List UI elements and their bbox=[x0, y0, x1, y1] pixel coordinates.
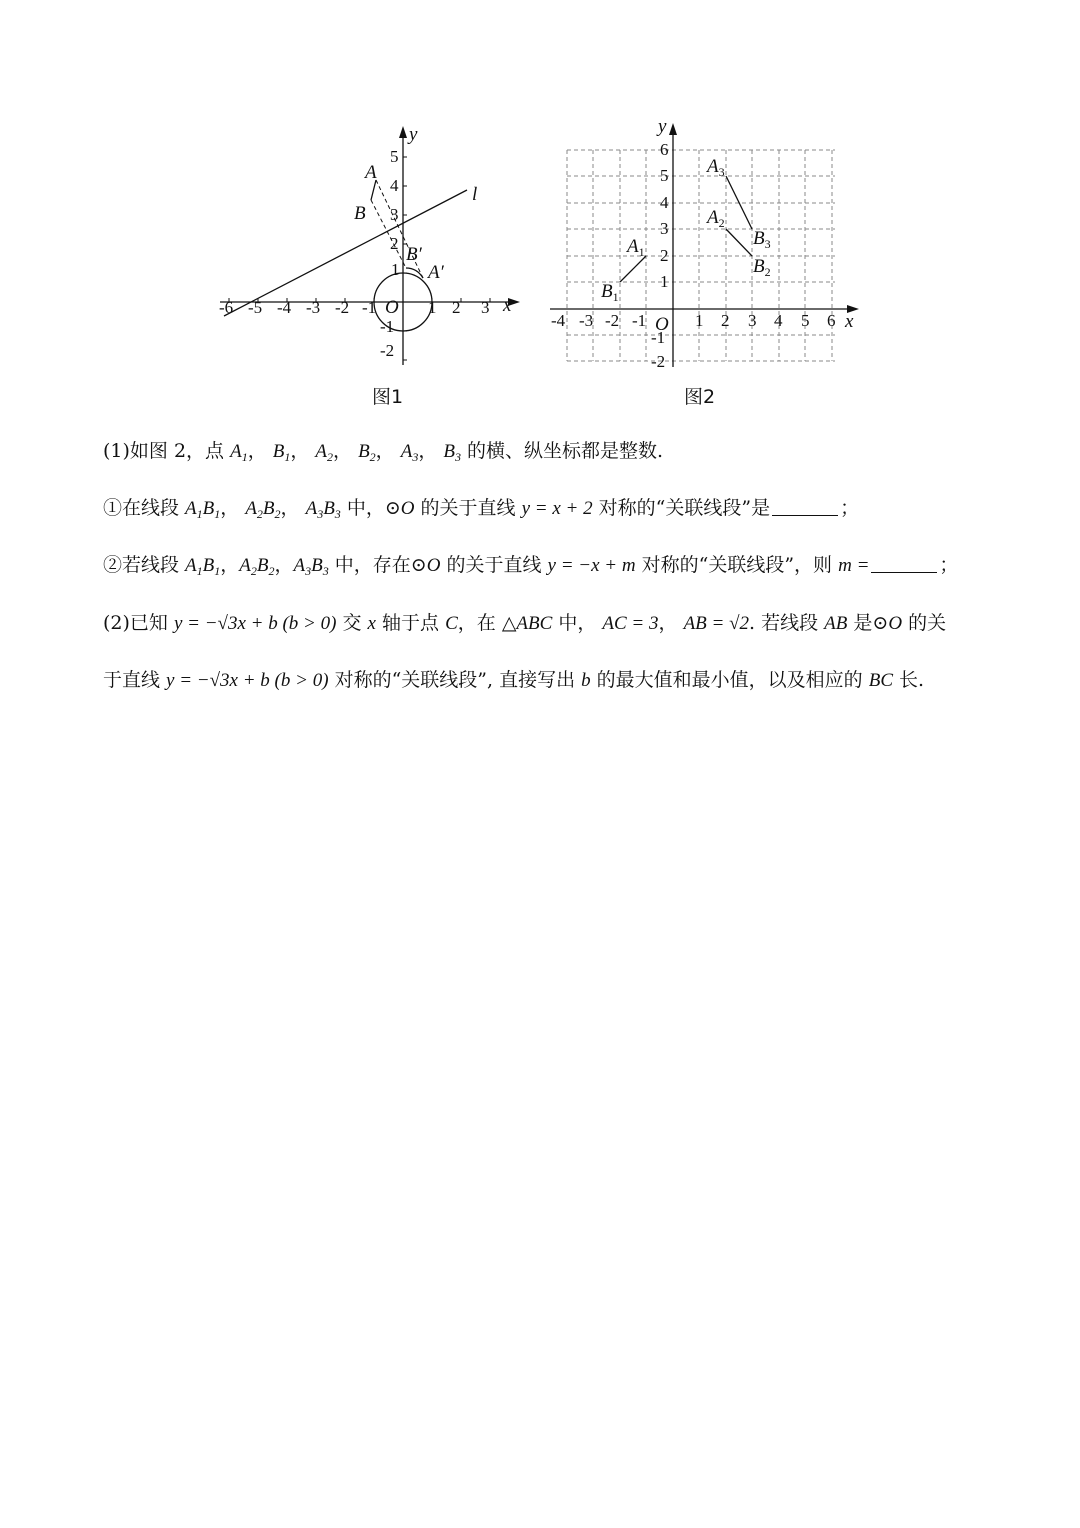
x-tick-label: -1 bbox=[362, 298, 377, 317]
equation: y = x + 2 bbox=[521, 498, 593, 519]
x-tick-label: -4 bbox=[277, 298, 292, 317]
y-axis-label: y bbox=[658, 116, 667, 137]
x-tick-label: 1 bbox=[428, 298, 437, 317]
point-a1-label: $A_1$ bbox=[627, 236, 645, 259]
equation: y = −√3x + b (b > 0) bbox=[173, 613, 337, 634]
y-tick-label: -2 bbox=[380, 341, 395, 360]
point-a3-label: $A_3$ bbox=[707, 156, 725, 179]
x-tick-label: 3 bbox=[481, 298, 490, 317]
y-tick-label: 4 bbox=[390, 176, 399, 195]
x-axis-label: x bbox=[845, 311, 854, 332]
problem-part-2-cont: 于直线 y = −√3x + b (b > 0) 对称的“关联线段”, 直接写出 b 的最大值和最小值，以及相应的 BC 长. bbox=[103, 669, 925, 691]
x-tick-label: -5 bbox=[248, 298, 263, 317]
x-tick-label: 2 bbox=[452, 298, 461, 317]
point-a2-label: $A_2$ bbox=[707, 207, 725, 230]
y-tick-label: 1 bbox=[660, 272, 669, 291]
answer-blank-2[interactable] bbox=[871, 554, 937, 573]
x-tick-label: -1 bbox=[632, 311, 647, 330]
x-tick-label: 2 bbox=[721, 311, 730, 330]
point-aprime-label: A′ bbox=[428, 262, 444, 283]
figure-2-graph bbox=[545, 115, 865, 375]
x-tick-label: 4 bbox=[774, 311, 783, 330]
point-b2-label: $B_2$ bbox=[753, 256, 771, 279]
y-tick-label: 5 bbox=[390, 147, 399, 166]
point-bprime-label: B′ bbox=[406, 244, 422, 265]
y-tick-label: 4 bbox=[660, 193, 669, 212]
y-tick-label: 3 bbox=[660, 219, 669, 238]
figure-1-graph bbox=[210, 120, 530, 370]
segment-a1b1 bbox=[620, 256, 646, 282]
problem-part-2: (2)已知 y = −√3x + b (b > 0) 交 x 轴于点 C，在 △ABC 中， AC = 3， AB = √2. 若线段 AB 是⊙O 的关 bbox=[103, 612, 947, 634]
y-tick-label: 6 bbox=[660, 140, 669, 159]
origin-label: O bbox=[385, 297, 399, 318]
figure-1 bbox=[210, 120, 530, 370]
y-axis-arrow-icon bbox=[399, 126, 407, 138]
question-1: ①在线段 $A_1B_1$， $A_2B_2$， $A_3B_3$ 中，⊙O 的关于直线 y = x + 2 对称的“关联线段”是 ； bbox=[103, 497, 860, 521]
x-tick-label: 3 bbox=[748, 311, 757, 330]
y-tick-label: 3 bbox=[390, 205, 399, 224]
x-axis-label: x bbox=[503, 295, 512, 316]
x-tick-label: -3 bbox=[579, 311, 594, 330]
y-tick-label: -2 bbox=[651, 352, 666, 371]
y-tick-label: -1 bbox=[380, 317, 395, 336]
figure-2 bbox=[545, 115, 865, 375]
point-b1-label: $B_1$ bbox=[601, 281, 619, 304]
x-tick-label: 5 bbox=[801, 311, 810, 330]
x-tick-label: -2 bbox=[605, 311, 620, 330]
y-tick-label: -1 bbox=[651, 328, 666, 347]
question-2: ②若线段 $A_1B_1$，$A_2B_2$，$A_3B_3$ 中，存在⊙O 的关于直线 y = −x + m 对称的“关联线段”，则 m = ； bbox=[103, 554, 959, 578]
origin-label: O bbox=[655, 314, 669, 335]
x-tick-label: -3 bbox=[306, 298, 321, 317]
y-tick-label: 5 bbox=[660, 166, 669, 185]
y-tick-label: 2 bbox=[660, 246, 669, 265]
figure-1-caption: 图1 bbox=[372, 386, 404, 408]
equation: y = −√3x + b (b > 0) bbox=[166, 670, 329, 691]
point-b-label: B bbox=[354, 203, 366, 224]
point-a-label: A bbox=[365, 162, 377, 183]
line-l-label: l bbox=[472, 184, 478, 205]
segment-a2b2 bbox=[726, 229, 752, 256]
x-tick-label: -2 bbox=[335, 298, 350, 317]
figure-2-caption: 图2 bbox=[684, 386, 716, 408]
dashed-b-bprime bbox=[371, 200, 406, 268]
y-tick-label: 1 bbox=[391, 260, 400, 279]
y-axis-arrow-icon bbox=[669, 123, 677, 135]
point-b3-label: $B_3$ bbox=[753, 228, 771, 251]
answer-blank-1[interactable] bbox=[772, 497, 838, 516]
y-axis-label: y bbox=[409, 124, 418, 145]
problem-part-1: (1)如图 2，点 $A_1$， $B_1$， $A_2$， $B_2$， $A_3$， $B_3$ 的横、纵坐标都是整数. bbox=[103, 440, 664, 464]
y-tick-label: 2 bbox=[390, 234, 399, 253]
equation: y = −x + m bbox=[547, 555, 636, 576]
segment-ab bbox=[371, 180, 376, 200]
x-tick-label: -6 bbox=[219, 298, 234, 317]
x-tick-label: 6 bbox=[827, 311, 836, 330]
x-tick-label: 1 bbox=[695, 311, 704, 330]
x-tick-label: -4 bbox=[551, 311, 566, 330]
